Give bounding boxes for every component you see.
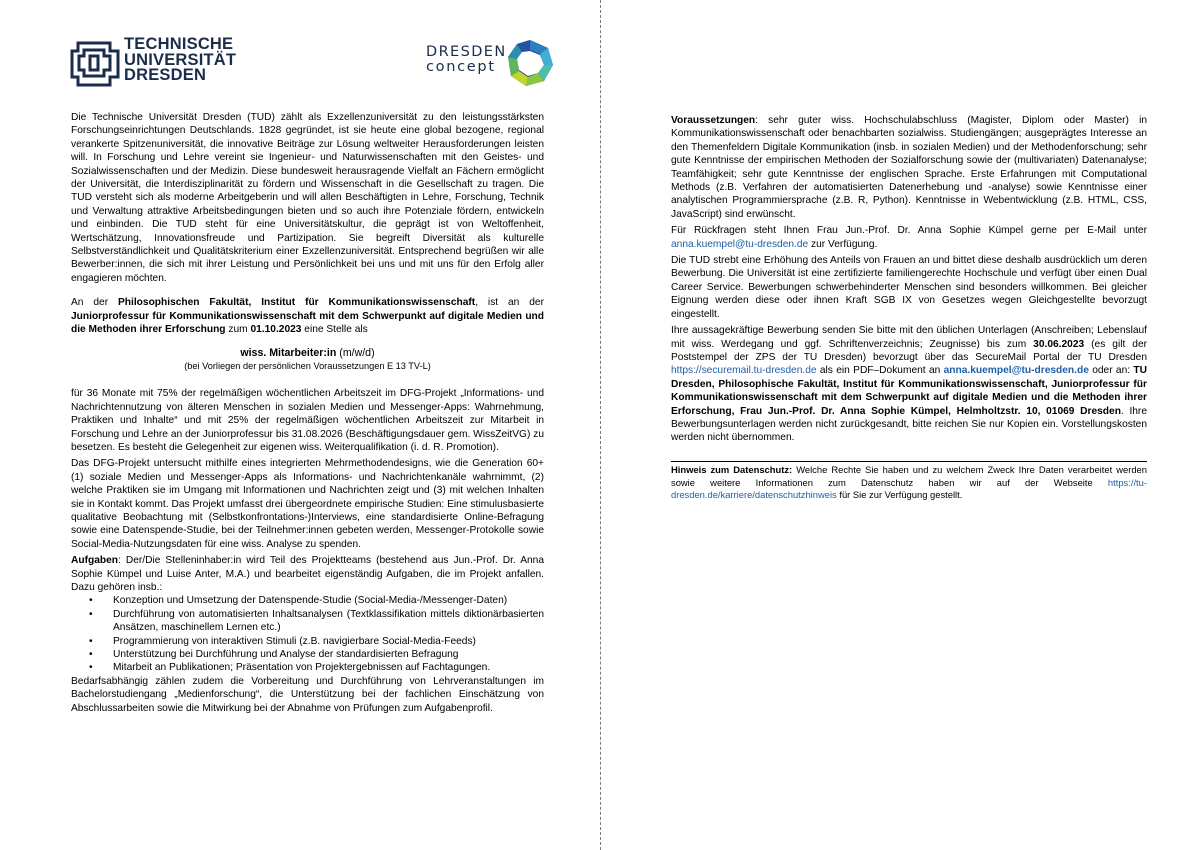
application-paragraph: Ihre aussagekräftige Bewerbung senden Sie bitte mit den üblichen Unterlagen (Anschreiben; Lebenslauf mit wiss. Werdegang und ggf. Schriftenverzeichnis; Zeugnisse) bis zum 30.06.2023 (es gilt der Poststempel der ZPS der TU Dresden) bevorzugt über das SecureMail Portal der TU Dresden https://securemail.tu-dresden.de als ein PDF–Dokument an anna.kuempel@tu-dresden.de oder an: TU Dresden, Philosophische Fakultät, Institut für Kommunikationswissenschaft, Juniorprofessur für Kommunikationswissenschaft mit dem Schwerpunkt auf digitale Medien und die Methoden ihrer Erforschung, Frau Jun.-Prof. Dr. Anna Sophie Kümpel, Helmholtzstr. 10, 01069 Dresden. Ihre Bewerbungsunterlagen werden nicht zurückgesandt, bitte reichen Sie nur Kopien ein. Vorstellungskosten werden nicht übernommen. <box>671 325 1148 444</box>
details-paragraph: für 36 Monate mit 75% der regelmäßigen wöchentlichen Arbeitszeit im DFG-Projekt „Informations- und Nachrichtennutzung von älteren Menschen in sozialen Medien und Messenger-Apps: Wahrnehmung, Praktiken und Inhalte“ und mit 25% der regelmäßigen wöchentlichen Arbeitszeit zur Mitarbeit in Forschung und Lehre an der Juniorprofessur bis 31.08.2026 (Beschäftigungsdauer gem. WissZeitVG) zu besetzen. Es besteht die Gelegenheit zur eigenen wiss. Weiterqualifikation (i. d. R. Promotion). <box>71 388 544 453</box>
contact-paragraph: Für Rückfragen steht Ihnen Frau Jun.-Prof. Dr. Anna Sophie Kümpel gerne per E-Mail unter anna.kuempel@tu-dresden.de zur Verfügung. <box>671 225 1147 250</box>
left-column <box>71 111 544 718</box>
project-paragraph: Das DFG-Projekt untersucht mithilfe eines integrierten Mehrmethodendesigns, wie die Generation 60+ (1) soziale Medien und Messenger-Apps als Informations- und Nachrichtenkanäle wahrnimmt, (2) welche Praktiken sie im Umgang mit Informationen und Nachrichten zeigt und (3) mit welchen Inhalten sie in Kontakt kommt. Das Projekt umfasst drei übergeordnete empirische Studien: Eine stimulusbasierte qualitative Beobachtung mit (Selbstkonfrontations-)Interviews, eine standardisierte Online-Befragung sowie eine Datenspende-Studie, bei der Teilnehmer:innen gebeten werden, Messenger-Protokolle sowie Social-Media-Nutzungsdaten für eine wiss. Analyse zu spenden. <box>71 458 544 550</box>
list-item: • Durchführung von automatisierten Inhaltsanalysen (Textklassifikation mittels diktionärbasierten Ansätzen, maschinellem Lernen etc.) <box>113 608 544 635</box>
position-title-block: wiss. Mitarbeiter:in (m/w/d) (bei Vorliegen der persönlichen Voraussetzungen E 13 TV-L) <box>71 347 544 374</box>
teaching-paragraph: Bedarfsabhängig zählen zudem die Vorbereitung und Durchführung von Lehrveranstaltungen im Bachelorstudiengang „Medienforschung“, die Unterstützung bei der fachlichen Einschätzung von Abschlussarbeiten sowie die Mitwirkung bei der Abnahme von Prüfungen zum Aufgabenprofil. <box>71 675 544 714</box>
intro-paragraph: Die Technische Universität Dresden (TUD) zählt als Exzellenzuniversität zu den leistungsstärksten Forschungseinrichtungen Deutschlands. 1828 gegründet, ist sie heute eine global bezogene, regional verankerte Spitzenuniversität, die innovative Beiträge zur Lösung weltweiter Herausforderungen leisten will. In Forschung und Lehre vereint sie Ingenieur- und Naturwissenschaften mit den Geistes- und Sozialwissenschaften und der Medizin. Diese bundesweit herausragende Vielfalt an Fächern ermöglicht der Universität, die Interdisziplinarität zu fördern und Wissenschaft in die Gesellschaft zu tragen. Die TUD versteht sich als moderne Arbeitgeberin und will allen Beschäftigten in Lehre, Forschung, Technik und Verwaltung attraktive Arbeitsbedingungen bieten und so auch ihre Potenziale fördern, entwickeln und einbinden. Die TUD steht für eine Universitätskultur, die geprägt ist von Weltoffenheit, Wertschätzung, Innovationsfreude und Partizipation. Sie begreift Diversität als kulturelle Selbstverständlichkeit und Qualitätskriterium einer Exzellenzuniversität. Entsprechend begrüßen wir alle Bewerber:innen, die sich mit ihrer Leistung und Persönlichkeit bei uns und mit uns für den Erfolg aller engagieren möchten. <box>71 112 544 284</box>
dresden-concept-logo-icon <box>504 37 556 89</box>
tasks-list <box>71 594 544 674</box>
position-salary-note: (bei Vorliegen der persönlichen Voraussetzungen E 13 TV-L) <box>184 360 431 371</box>
tasks-paragraph: Aufgaben: Der/Die Stelleninhaber:in wird Teil des Projektteams (bestehend aus Jun.-Prof. Dr. Anna Sophie Kümpel und Luise Anter, M.A.) und bearbeitet eigenständig Aufgaben, die im Projekt anfallen. Dazu gehören insb.: <box>71 555 544 593</box>
page-divider <box>600 0 601 850</box>
privacy-notice: Hinweis zum Datenschutz: Welche Rechte Sie haben und zu welchem Zweck Ihre Daten verarbeitet werden sowie weitere Informationen zum Datenschutz haben wir auf der Webseite https://tu-dresden.de/karriere/datenschutzhinweis für Sie zur Verfügung gestellt. <box>671 461 1147 502</box>
postal-address: TU Dresden, Philosophische Fakultät, Institut für Kommunikationswissenschaft, Juniorprofessur für Kommunikationswissenschaft mit dem Schwerpunkt auf digitale Medien und die Methoden ihrer Erforschung, Frau Jun.-Prof. Dr. Anna Sophie Kümpel, Helmholtzstr. 10, 01069 Dresden <box>671 365 1148 417</box>
right-column <box>671 114 1147 502</box>
tud-logo-wordmark: TECHNISCHE UNIVERSITÄT DRESDEN <box>124 35 237 84</box>
list-item: • Programmierung von interaktiven Stimuli (z.B. navigierbare Social-Media-Feeds) <box>113 635 544 648</box>
position-title: wiss. Mitarbeiter:in <box>240 346 337 359</box>
privacy-link[interactable]: https://tu-dresden.de/karriere/datenschutzhinweis <box>671 476 1147 501</box>
list-item: • Konzeption und Umsetzung der Datenspende-Studie (Social-Media-/Messenger-Daten) <box>113 594 544 607</box>
announcement-paragraph: An der Philosophischen Fakultät, Institut für Kommunikationswissenschaft, ist an der Juniorprofessur für Kommunikationswissenschaft mit dem Schwerpunkt auf digitale Medien und die Methoden ihrer Erforschung zum 01.10.2023 eine Stelle als <box>71 297 544 336</box>
securemail-link[interactable]: https://securemail.tu-dresden.de <box>671 365 817 377</box>
list-item: • Unterstützung bei Durchführung und Analyse der standardisierten Befragung <box>113 648 544 661</box>
diversity-paragraph: Die TUD strebt eine Erhöhung des Anteils von Frauen an und bittet diese deshalb ausdrücklich um deren Bewerbung. Die Universität ist eine zertifizierte familiengerechte Hochschule und verfügt über einen Dual Career Service. Bewerbungen schwerbehinderter Menschen sind besonders willkommen. Bei gleicher Eignung werden diese oder ihnen Kraft SGB IX von Gesetzes wegen Gleichgestellte bevorzugt eingestellt. <box>671 255 1147 320</box>
application-email-link[interactable]: anna.kuempel@tu-dresden.de <box>943 365 1089 377</box>
dresden-concept-wordmark: DRESDEN concept <box>426 44 507 75</box>
requirements-paragraph: Voraussetzungen: sehr guter wiss. Hochschulabschluss (Magister, Diplom oder Master) in Kommunikationswissenschaft oder benachbarten sozialwiss. Studiengängen; ausgeprägtes Interesse an den Themenfeldern Digitale Kommunikation (insb. in sozialen Medien) und der Methodenforschung; sehr gute Kenntnisse der empirischen Methoden der Sozialforschung sowie der (multivariaten) Datenanalyse; Teamfähigkeit; sehr gute Kenntnisse der englischen Sprache. Erste Erfahrungen mit Computational Methods (z.B. Verfahren der automatisierten Datenerhebung und -analyse) sowie Kenntnisse einer analytischen Programmiersprache (z.B. R, Python). Kenntnisse in Webentwicklung (z.B. HTML, CSS, JavaScript) sind erwünscht. <box>671 115 1147 220</box>
list-item: • Mitarbeit an Publikationen; Präsentation von Projektergebnissen auf Fachtagungen. <box>113 661 544 674</box>
contact-email-link[interactable]: anna.kuempel@tu-dresden.de <box>671 238 809 250</box>
